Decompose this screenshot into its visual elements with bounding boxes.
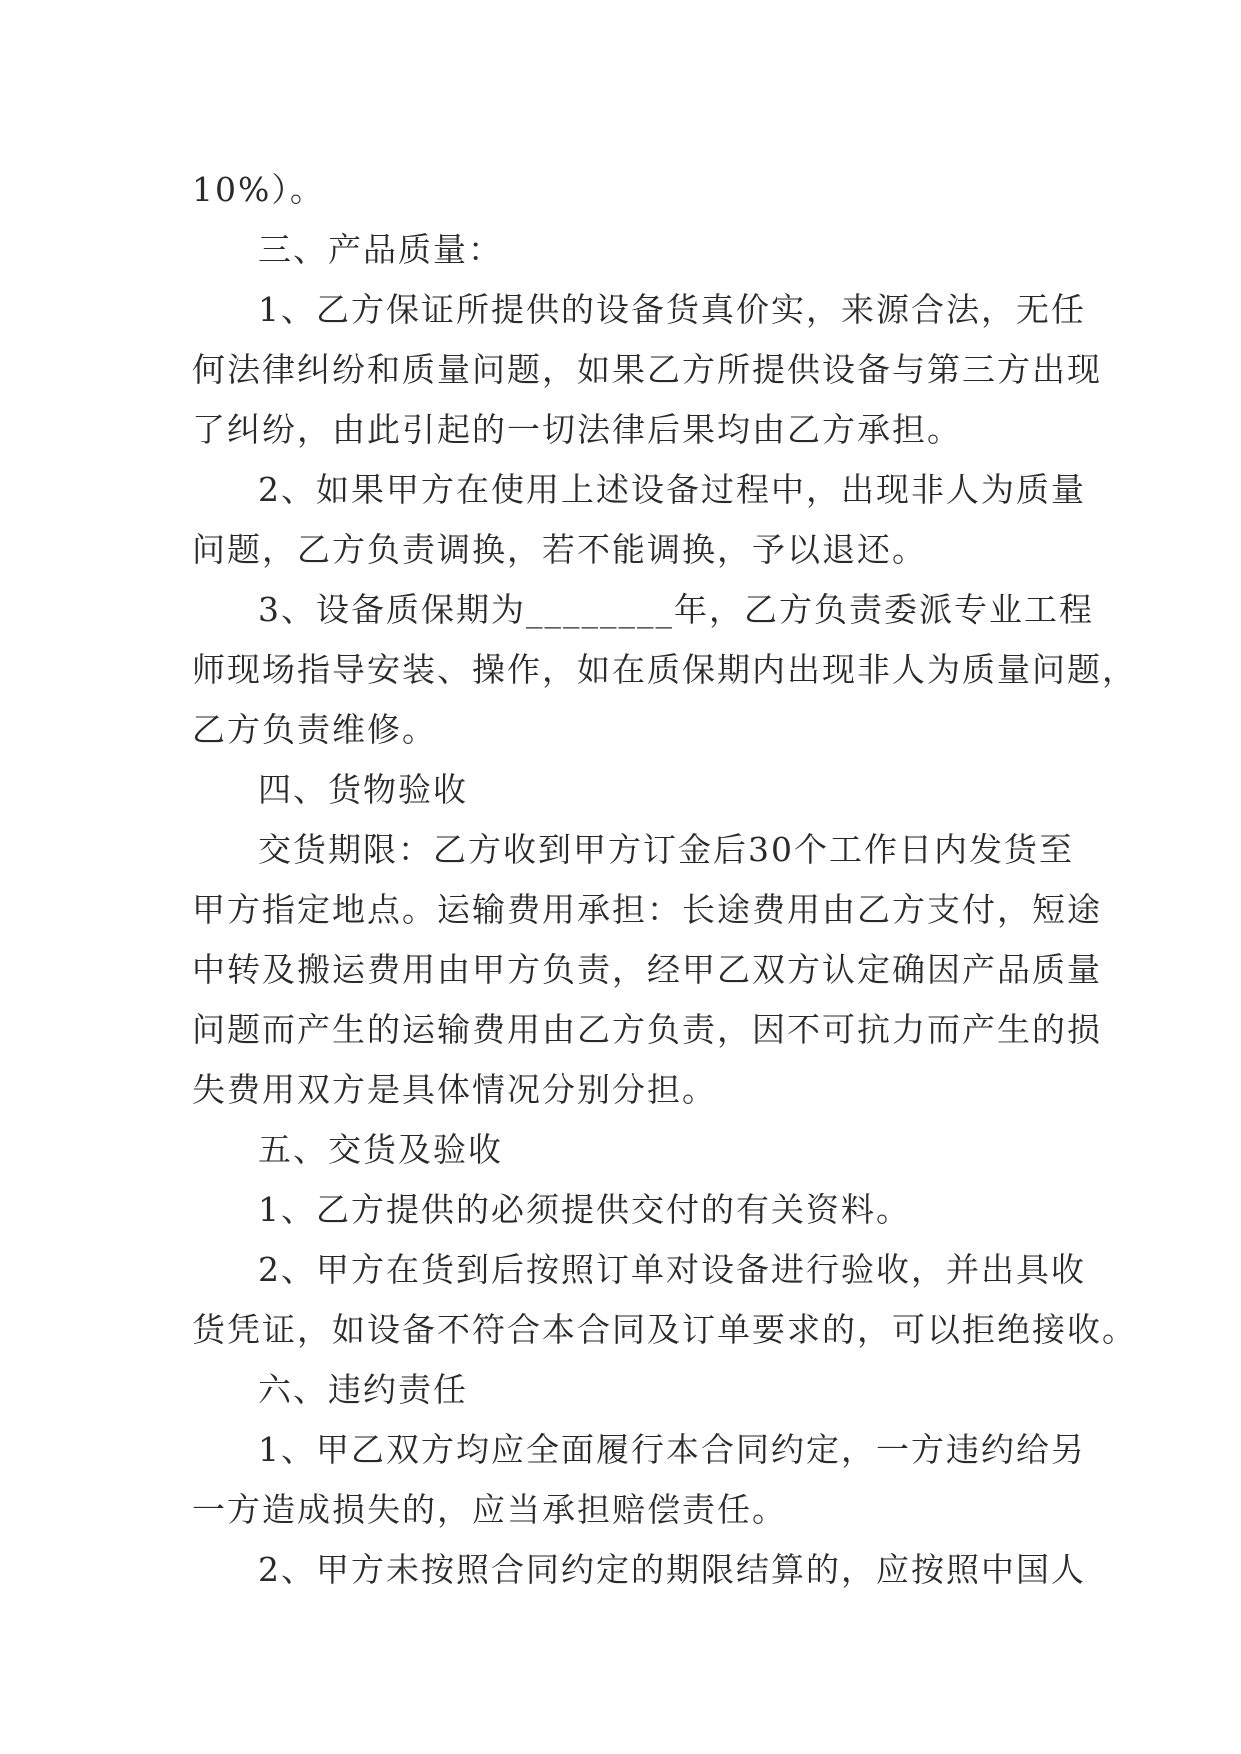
paragraph <box>192 280 1102 460</box>
paragraph <box>192 1420 1086 1540</box>
paragraph <box>192 1180 1050 1240</box>
paragraph <box>192 1240 1137 1360</box>
paragraph <box>192 1120 1050 1180</box>
text-line: 失费用双方是具体情况分别分担。 <box>192 1070 717 1109</box>
text-line: 师现场指导安装、操作，如在质保期内出现非人为质量问题， <box>192 650 1137 689</box>
text-line: 甲方指定地点。运输费用承担：长途费用由乙方支付，短途 <box>192 890 1102 929</box>
text-line: 四、货物验收 <box>258 770 468 809</box>
text-line: 1、乙方提供的必须提供交付的有关资料。 <box>258 1190 911 1229</box>
text-line: 1、乙方保证所提供的设备货真价实，来源合法，无任 <box>258 290 1086 329</box>
paragraph <box>192 760 1050 820</box>
paragraph <box>192 220 1050 280</box>
paragraph <box>192 1360 1050 1420</box>
text-line: 问题而产生的运输费用由乙方负责，因不可抗力而产生的损 <box>192 1010 1102 1049</box>
text-line: 1、甲乙双方均应全面履行本合同约定，一方违约给另 <box>258 1430 1086 1469</box>
text-line: 交货期限：乙方收到甲方订金后30个工作日内发货至 <box>258 830 1074 869</box>
paragraph <box>192 160 1050 220</box>
text-line: 了纠纷，由此引起的一切法律后果均由乙方承担。 <box>192 410 962 449</box>
text-line: 一方造成损失的，应当承担赔偿责任。 <box>192 1490 787 1529</box>
text-line: 货凭证，如设备不符合本合同及订单要求的，可以拒绝接收。 <box>192 1310 1137 1349</box>
text-line: 问题，乙方负责调换，若不能调换，予以退还。 <box>192 530 927 569</box>
text-line: 3、设备质保期为________年，乙方负责委派专业工程 <box>258 590 1094 629</box>
text-line: 10%）。 <box>192 170 325 209</box>
text-line: 何法律纠纷和质量问题，如果乙方所提供设备与第三方出现 <box>192 350 1102 389</box>
paragraph <box>192 580 1137 760</box>
document-body <box>192 160 1137 1600</box>
paragraph <box>192 460 1086 580</box>
text-line: 六、违约责任 <box>258 1370 468 1409</box>
paragraph <box>192 820 1102 1120</box>
text-line: 乙方负责维修。 <box>192 710 437 749</box>
text-line: 五、交货及验收 <box>258 1130 503 1169</box>
text-line: 三、产品质量： <box>258 230 503 269</box>
text-line: 2、如果甲方在使用上述设备过程中，出现非人为质量 <box>258 470 1086 509</box>
text-line: 中转及搬运费用由甲方负责，经甲乙双方认定确因产品质量 <box>192 950 1102 989</box>
text-line: 2、甲方在货到后按照订单对设备进行验收，并出具收 <box>258 1250 1086 1289</box>
text-line: 2、甲方未按照合同约定的期限结算的，应按照中国人 <box>258 1550 1086 1589</box>
paragraph <box>192 1540 1086 1600</box>
